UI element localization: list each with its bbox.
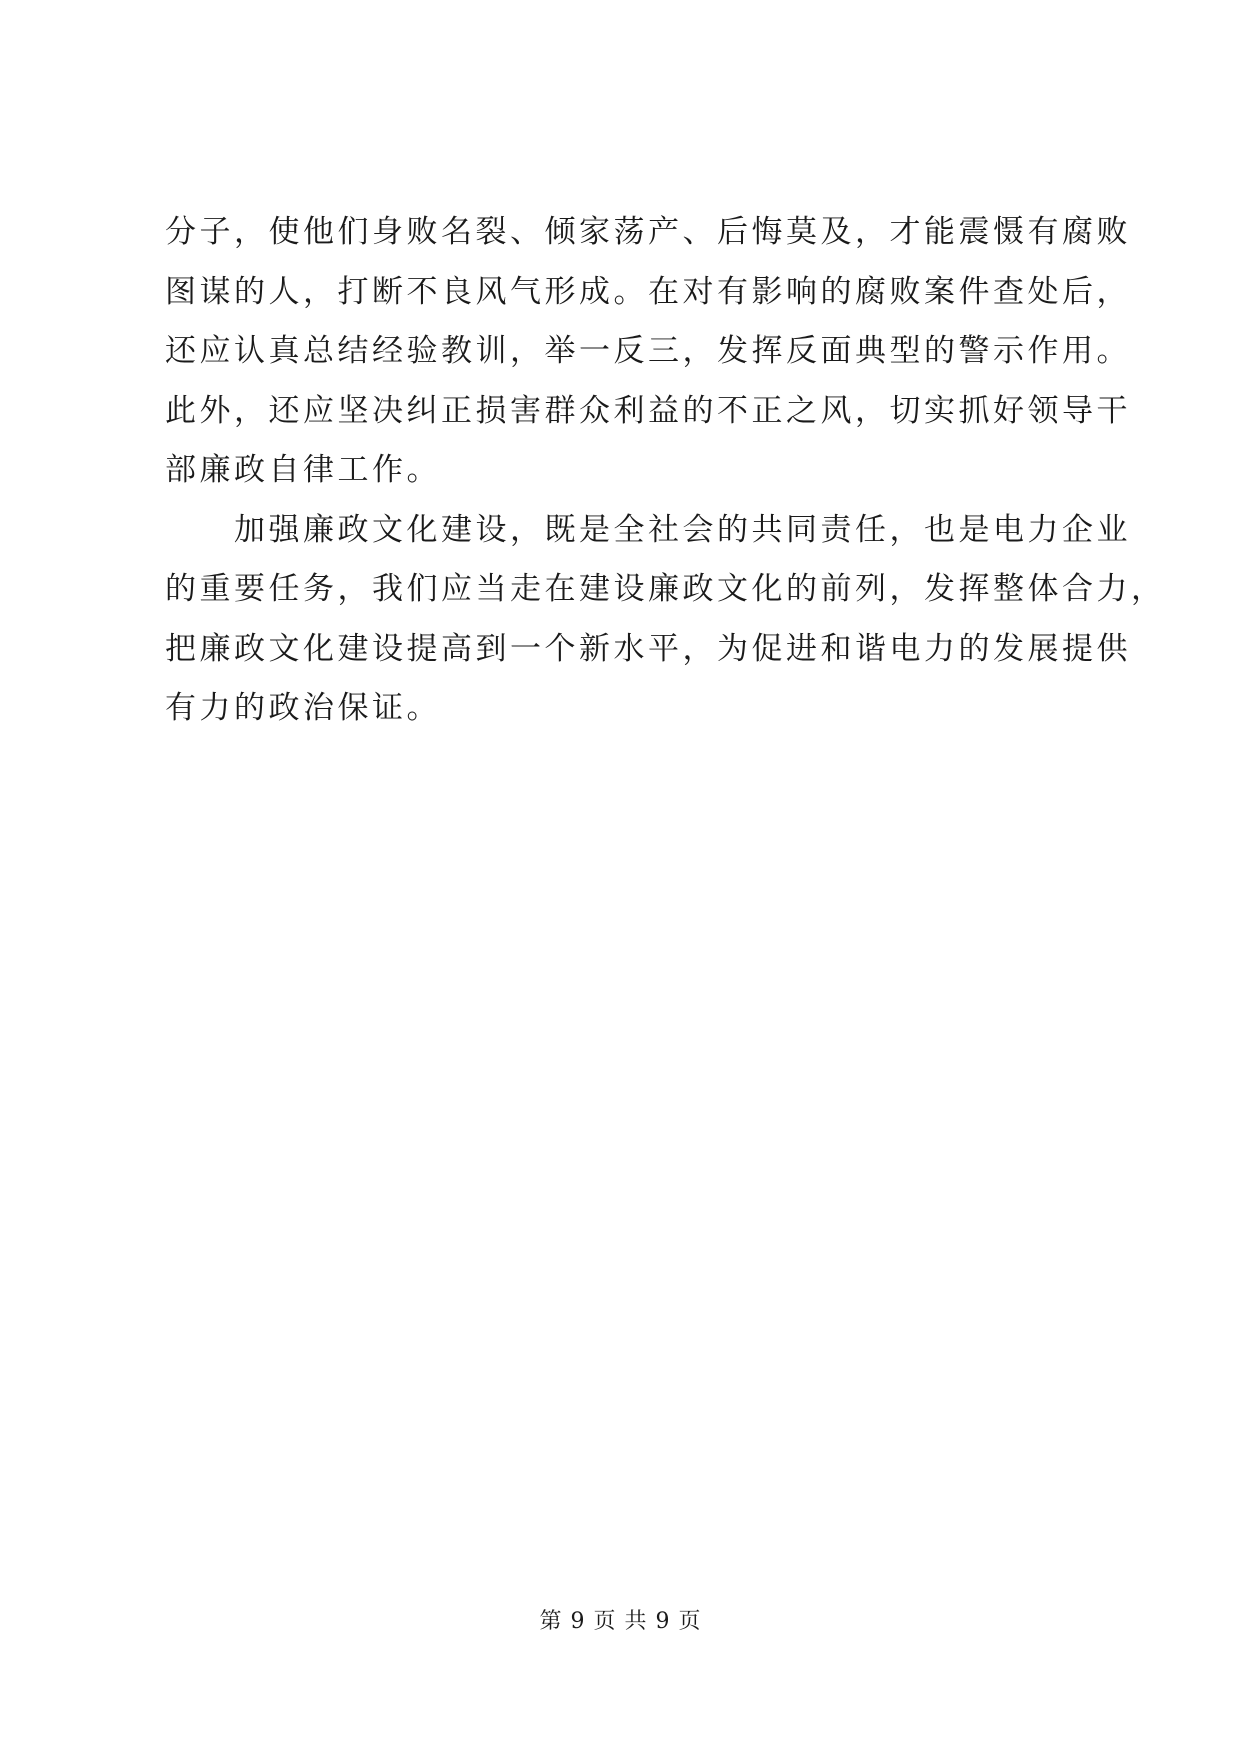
text-line: 加强廉政文化建设，既是全社会的共同责任，也是电力企业 bbox=[165, 511, 1131, 548]
text-line: 图谋的人，打断不良风气形成。在对有影响的腐败案件查处后， bbox=[165, 273, 1131, 310]
text-line: 把廉政文化建设提高到一个新水平，为促进和谐电力的发展提供 bbox=[165, 630, 1131, 667]
text-line: 此外，还应坚决纠正损害群众利益的不正之风，切实抓好领导干 bbox=[165, 392, 1131, 429]
page-number-footer: 第 9 页 共 9 页 bbox=[539, 1609, 702, 1634]
body-text bbox=[165, 203, 1166, 739]
text-line: 部廉政自律工作。 bbox=[165, 452, 441, 488]
text-line: 的重要任务，我们应当走在建设廉政文化的前列，发挥整体合力， bbox=[165, 571, 1166, 607]
text-line: 分子，使他们身败名裂、倾家荡产、后悔莫及，才能震慑有腐败 bbox=[165, 214, 1131, 250]
text-line: 有力的政治保证。 bbox=[165, 690, 441, 726]
text-line: 还应认真总结经验教训，举一反三，发挥反面典型的警示作用。 bbox=[165, 333, 1131, 369]
